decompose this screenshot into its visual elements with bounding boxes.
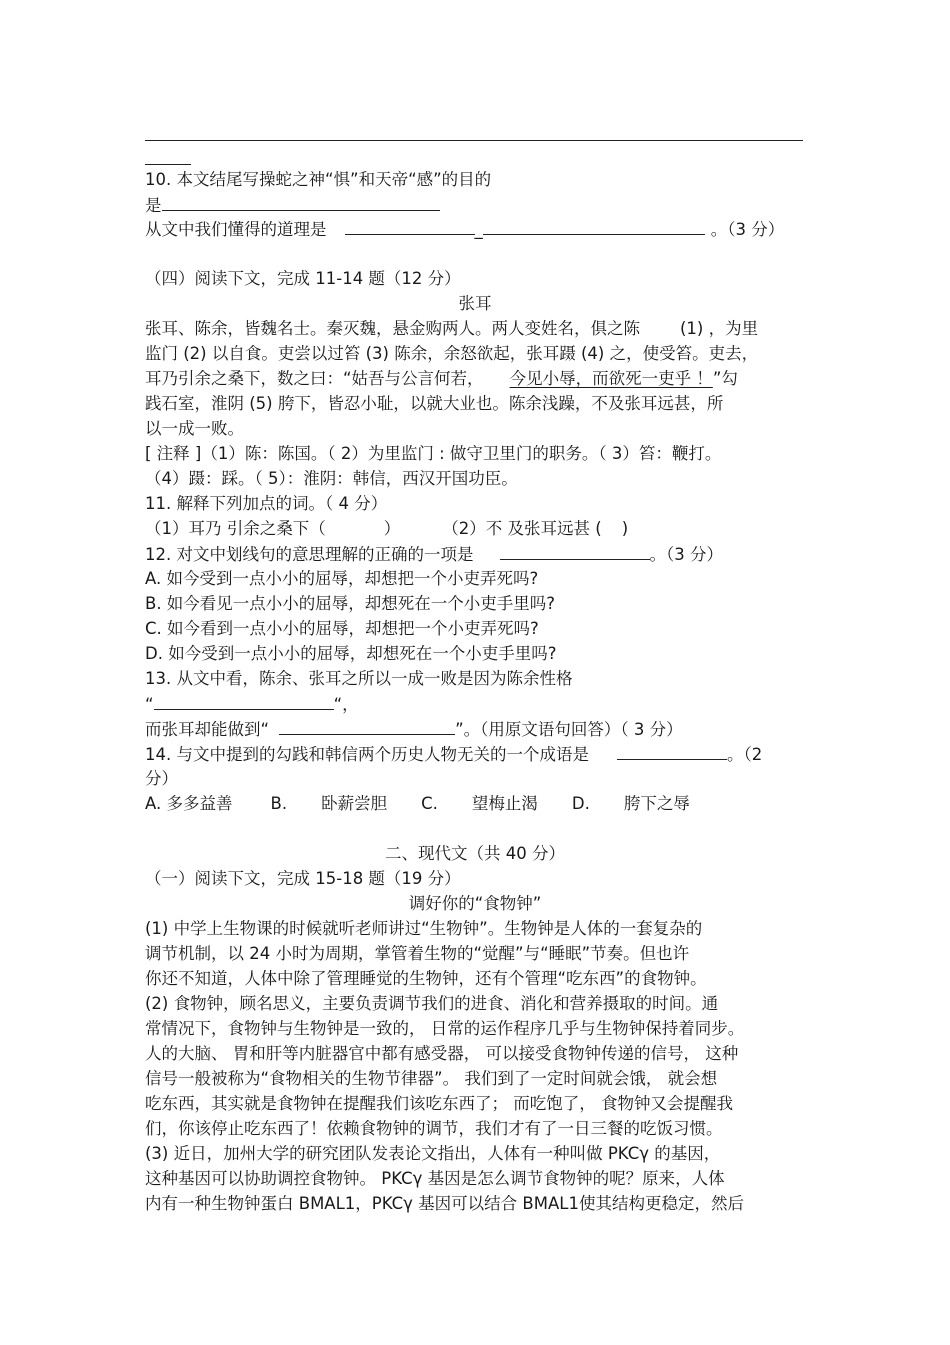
passage-line: 耳乃引余之桑下，数之曰：“姑吾与公言何若， 今见小辱，而欲死一吏乎 ！”勾 xyxy=(145,369,738,388)
q14-score-tail: 分） xyxy=(145,769,178,788)
q10-line3: 从文中我们懂得的道理是 _ 。（3 分） xyxy=(145,220,785,239)
q14-option-d-letter[interactable]: D. xyxy=(571,794,590,813)
article-line: 信号一般被称为“食物相关的生物节律器”。 我们到了一定时间就会饿， 就会想 xyxy=(145,1069,718,1088)
q10-line2: 是 xyxy=(145,194,440,216)
q13-line3: 而张耳却能做到“ ”。（用原文语句回答）（ 3 分） xyxy=(145,720,683,739)
q13-line2: “ “， xyxy=(145,695,359,714)
q11-items: （1）耳乃 引余之桑下（ ） （2）不 及张耳远甚 ( ) xyxy=(145,519,629,538)
q14-option-c-letter[interactable]: C. xyxy=(421,794,438,813)
q12-stem: 12. 对文中划线句的意思理解的正确的一项是 。（3 分） xyxy=(145,545,723,564)
q14-option-c[interactable]: 望梅止渴 xyxy=(471,794,538,813)
answer-rule-long xyxy=(145,140,803,141)
q10-answer-blank[interactable] xyxy=(162,194,440,211)
q14-answer-blank[interactable] xyxy=(617,743,727,760)
passage-line: 监门 (2) 以自食。吏尝以过笞 (3) 陈余，余怒欲起，张耳蹑 (4) 之，使受笞。吏去， xyxy=(145,344,759,363)
article-line: (2) 食物钟，顾名思义，主要负责调节我们的进食、消化和营养摄取的时间。通 xyxy=(145,994,719,1013)
q12-answer-blank[interactable] xyxy=(500,543,650,560)
section4-heading: （四）阅读下文，完成 11-14 题（12 分） xyxy=(145,269,461,288)
underlined-sentence: 今见小辱，而欲死一吏乎 ！ xyxy=(509,369,713,388)
article-line: (3) 近日，加州大学的研究团队发表论文指出，人体有一种叫做 PKCγ 的基因， xyxy=(145,1144,721,1163)
q14-stem: 14. 与文中提到的勾践和韩信两个历史人物无关的一个成语是 。（2 xyxy=(145,745,763,764)
q11-stem: 11. 解释下列加点的词。（ 4 分） xyxy=(145,494,388,513)
q10-lesson-blank-1[interactable] xyxy=(345,218,475,235)
modern-subheading: （一）阅读下文，完成 15-18 题（19 分） xyxy=(145,869,461,888)
annotation-line: （4）蹑：踩。（ 5）：淮阴：韩信，西汉开国功臣。 xyxy=(145,469,518,488)
passage-title-zhang-er: 张耳 xyxy=(458,294,492,313)
q10-mid-mark: _ xyxy=(474,220,483,239)
modern-section-heading: 二、现代文（共 40 分） xyxy=(385,844,565,863)
q10-line1: 10. 本文结尾写操蛇之神“惧”和天帝“感”的目的 xyxy=(145,170,492,189)
q10-lesson-blank-2[interactable] xyxy=(483,218,705,235)
q14-option-b[interactable]: 卧薪尝胆 xyxy=(321,794,388,813)
annotation-line: [ 注释 ]（1）陈：陈国。（ 2）为里监门 : 做守卫里门的职务。（ 3）笞：鞭打。 xyxy=(145,444,722,463)
article-line: 吃东西，其实就是食物钟在提醒我们该吃东西了； 而吃饱了， 食物钟又会提醒我 xyxy=(145,1094,733,1113)
article-line: 常情况下，食物钟与生物钟是一致的， 日常的运作程序几乎与生物钟保持着同步。 xyxy=(145,1019,745,1038)
answer-rule-short xyxy=(145,164,191,165)
article-line: 你还不知道，人体中除了管理睡觉的生物钟，还有个管理“吃东西”的食物钟。 xyxy=(145,969,707,988)
article-title: 调好你的“食物钟” xyxy=(408,894,542,913)
article-line: 这种基因可以协助调控食物钟。 PKCγ 基因是怎么调节食物钟的呢？原来，人体 xyxy=(145,1169,725,1188)
article-line: 人的大脑、 胃和肝等内脏器官中都有感受器， 可以接受食物钟传递的信号， 这种 xyxy=(145,1044,739,1063)
q12-option-a[interactable]: A. 如今受到一点小小的屈辱，却想把一个小吏弄死吗? xyxy=(145,569,539,588)
article-line: 们，你该停止吃东西了！依赖食物钟的调节，我们才有了一日三餐的吃饭习惯。 xyxy=(145,1119,723,1138)
passage-line: 践石室，淮阴 (5) 胯下，皆忍小耻，以就大业也。陈余浅躁，不及张耳远甚，所 xyxy=(145,394,724,413)
q13-answer-blank-2[interactable] xyxy=(279,718,455,735)
passage-line: 张耳、陈余，皆魏名士。秦灭魏，悬金购两人。两人变姓名，俱之陈 (1) ，为里 xyxy=(145,319,759,338)
passage-line: 以一成一败。 xyxy=(145,419,244,438)
article-line: 调节机制，以 24 小时为周期，掌管着生物的“觉醒”与“睡眠”节奏。但也许 xyxy=(145,944,690,963)
q14-option-b-letter[interactable]: B. xyxy=(270,794,288,813)
q12-option-b[interactable]: B. 如今看见一点小小的屈辱，却想死在一个小吏手里吗? xyxy=(145,594,556,613)
q13-stem: 13. 从文中看，陈余、张耳之所以一成一败是因为陈余性格 xyxy=(145,669,573,688)
q12-option-c[interactable]: C. 如今看到一点小小的屈辱，却想把一个小吏弄死吗? xyxy=(145,619,539,638)
article-line: (1) 中学上生物课的时候就听老师讲过“生物钟”。生物钟是人体的一套复杂的 xyxy=(145,919,703,938)
q14-options xyxy=(145,793,690,815)
q13-answer-blank-1[interactable] xyxy=(154,693,334,710)
q14-option-a[interactable]: A. 多多益善 xyxy=(145,794,233,813)
q14-option-d[interactable]: 胯下之辱 xyxy=(623,794,690,813)
q12-option-d[interactable]: D. 如今受到一点小小的屈辱，却想死在一个小吏手里吗? xyxy=(145,644,557,663)
article-line: 内有一种生物钟蛋白 BMAL1，PKCγ 基因可以结合 BMAL1使其结构更稳定，然后 xyxy=(145,1194,744,1213)
